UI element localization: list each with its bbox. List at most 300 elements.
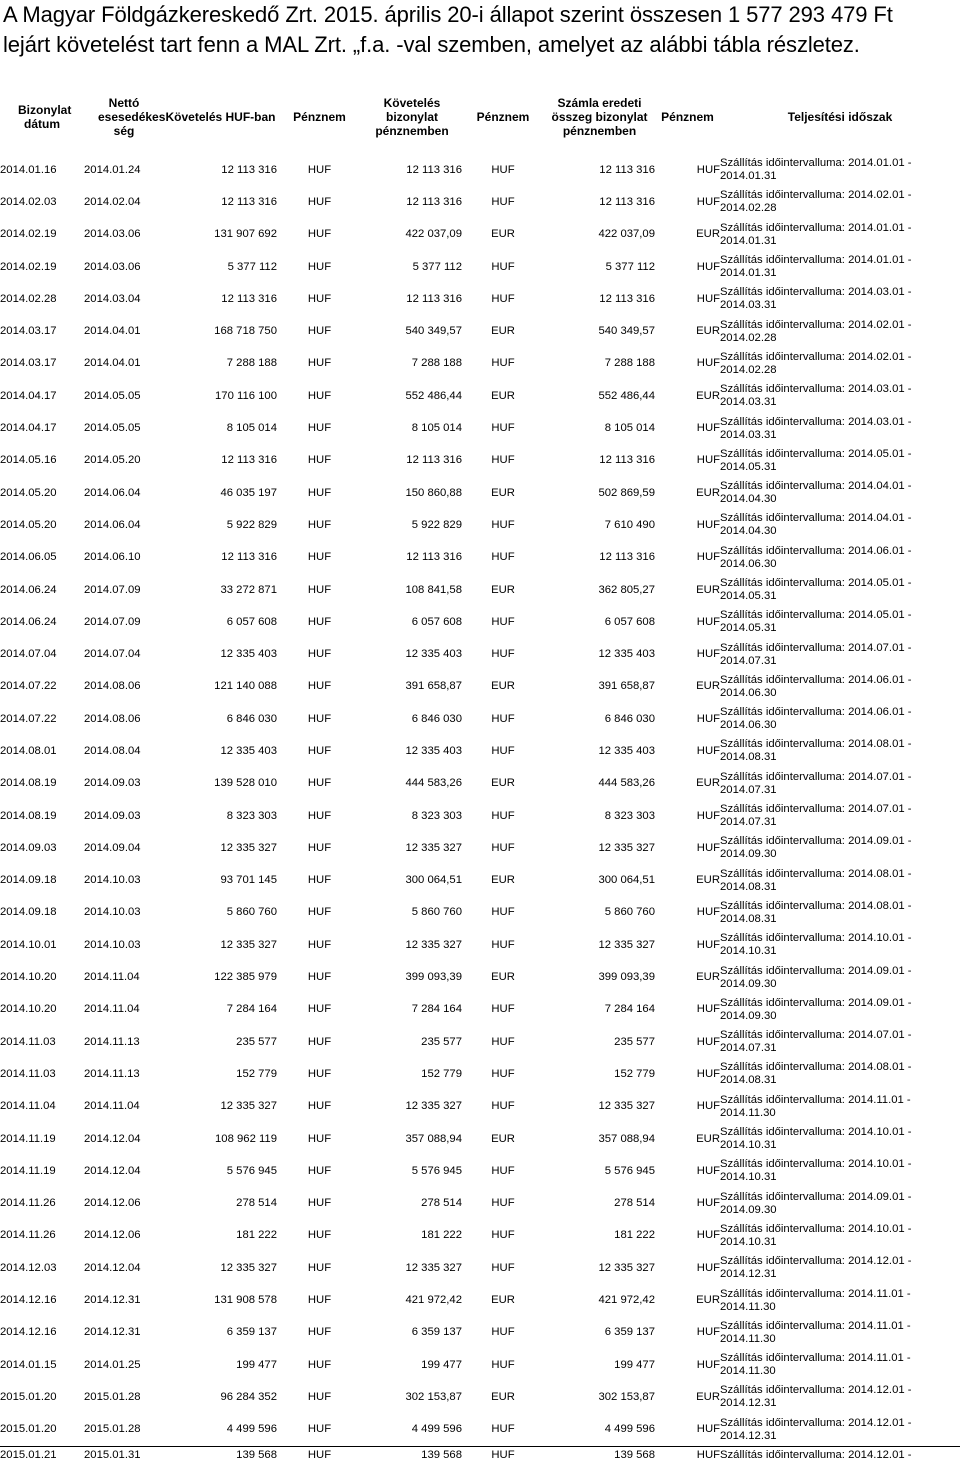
- period-end: 2014.07.31: [720, 816, 777, 829]
- table-row: [0, 412, 960, 444]
- currency-3-cell: HUF: [696, 163, 720, 176]
- period-cell: [720, 1317, 960, 1349]
- currency-1-cell: HUF: [307, 486, 332, 499]
- currency-2-cell: HUF: [491, 1261, 515, 1274]
- due-date-cell: 2014.12.06: [84, 1197, 141, 1210]
- claim-huf-cell: 12 113 316: [221, 163, 277, 176]
- currency-3-cell: EUR: [696, 777, 720, 790]
- period-start: 2014.05.01 -: [848, 447, 912, 460]
- currency-2-cell: HUF: [491, 1164, 515, 1177]
- due-date-cell: 2014.12.06: [84, 1229, 141, 1242]
- original-amount-cell: 12 335 403: [598, 648, 655, 661]
- currency-1-cell: HUF: [307, 583, 332, 596]
- period-start: 2014.07.01 -: [848, 641, 912, 654]
- currency-2-cell: EUR: [491, 583, 515, 596]
- period-line-1: [720, 1158, 960, 1171]
- table-row: [0, 1058, 960, 1090]
- period-line-1: [720, 1255, 960, 1268]
- claim-doc-cell: 12 335 327: [405, 1261, 462, 1274]
- issue-date-cell: 2014.05.20: [0, 518, 57, 531]
- currency-3-cell: HUF: [696, 938, 720, 951]
- currency-1-cell: HUF: [307, 906, 332, 919]
- table-row: [0, 1414, 960, 1447]
- currency-1-cell: HUF: [307, 648, 332, 661]
- table-row: [0, 1284, 960, 1316]
- currency-2-cell: EUR: [491, 874, 515, 887]
- due-date-cell: 2015.01.31: [84, 1446, 164, 1467]
- table-row: [0, 509, 960, 541]
- claim-huf-cell: 139 568: [164, 1446, 277, 1467]
- period-start: 2014.10.01 -: [848, 932, 912, 945]
- period-end: 2014.10.31: [720, 1235, 777, 1248]
- period-line-1: [720, 157, 960, 170]
- period-prefix: Szállítás időintervalluma:: [720, 932, 845, 945]
- period-start: 2014.02.01 -: [848, 318, 912, 331]
- period-start: 2014.07.01 -: [848, 803, 912, 816]
- claim-doc-cell: 5 860 760: [411, 906, 462, 919]
- period-line-1: [720, 965, 960, 978]
- claim-huf-cell: 6 057 608: [226, 615, 277, 628]
- currency-1-cell: HUF: [307, 1261, 332, 1274]
- due-date-cell: 2014.12.04: [84, 1261, 141, 1274]
- claim-doc-cell: 12 335 403: [405, 744, 462, 757]
- issue-date-cell: 2015.01.20: [0, 1390, 57, 1403]
- currency-2-cell: HUF: [491, 1229, 515, 1242]
- period-cell: [720, 865, 960, 897]
- period-end: 2014.07.31: [720, 654, 777, 667]
- currency-2-cell: EUR: [491, 971, 515, 984]
- currency-1-cell: HUF: [307, 1132, 332, 1145]
- issue-date-cell: 2014.06.05: [0, 551, 57, 564]
- claim-doc-cell: 552 486,44: [405, 389, 462, 402]
- header-claim-doc-currency: Követelés bizonylat pénznemben: [375, 96, 449, 138]
- currency-1-cell: HUF: [277, 1446, 362, 1467]
- claim-huf-cell: 199 477: [236, 1358, 277, 1371]
- table-row: [0, 348, 960, 380]
- original-amount-cell: 357 088,94: [598, 1132, 655, 1145]
- period-cell: [720, 542, 960, 574]
- period-prefix: Szállítás időintervalluma:: [720, 1255, 845, 1268]
- currency-3-cell: HUF: [696, 551, 720, 564]
- original-amount-cell: 5 576 945: [604, 1164, 655, 1177]
- original-amount-cell: 12 335 403: [598, 744, 655, 757]
- currency-3-cell: EUR: [696, 583, 720, 596]
- period-cell: [720, 1446, 960, 1467]
- period-line-1: [720, 383, 960, 396]
- currency-1-cell: HUF: [307, 1358, 332, 1371]
- period-prefix: Szállítás időintervalluma:: [720, 1352, 845, 1365]
- period-end: 2014.02.28: [720, 363, 777, 376]
- period-cell: [720, 961, 960, 993]
- intro-line-2: lejárt követelést tart fenn a MAL Zrt. „f.a. -val szemben, amelyet az alábbi tábla részletez.: [3, 32, 860, 57]
- claim-huf-cell: 235 577: [236, 1035, 277, 1048]
- currency-2-cell: EUR: [491, 1390, 515, 1403]
- period-line-1: [720, 1449, 960, 1462]
- due-date-cell: 2014.11.13: [84, 1035, 140, 1048]
- claim-huf-cell: 121 140 088: [214, 680, 277, 693]
- table-row: [0, 542, 960, 574]
- claim-huf-cell: 278 514: [236, 1197, 277, 1210]
- table-row: [0, 703, 960, 735]
- period-start: 2014.11.01 -: [848, 1287, 911, 1300]
- currency-2-cell: EUR: [491, 325, 515, 338]
- currency-2-cell: EUR: [491, 486, 515, 499]
- issue-date-cell: 2014.09.18: [0, 906, 57, 919]
- period-prefix: Szállítás időintervalluma:: [720, 964, 845, 977]
- claim-doc-cell: 181 222: [421, 1229, 462, 1242]
- period-line-1: [720, 868, 960, 881]
- claim-doc-cell: 391 658,87: [405, 680, 462, 693]
- period-line-1: [720, 771, 960, 784]
- currency-1-cell: HUF: [307, 422, 332, 435]
- period-line-1: [720, 577, 960, 590]
- currency-2-cell: HUF: [491, 615, 515, 628]
- period-start: 2014.10.01 -: [848, 1222, 912, 1235]
- issue-date-cell: 2014.03.17: [0, 325, 57, 338]
- claim-doc-cell: 235 577: [421, 1035, 462, 1048]
- currency-2-cell: HUF: [491, 1067, 515, 1080]
- currency-1-cell: HUF: [307, 1067, 332, 1080]
- currency-3-cell: EUR: [696, 874, 720, 887]
- header-claim-huf: Követelés HUF-ban: [165, 110, 276, 124]
- table-row: [0, 606, 960, 638]
- issue-date-cell: 2014.10.01: [0, 938, 57, 951]
- due-date-cell: 2014.07.09: [84, 615, 141, 628]
- table-row: [0, 929, 960, 961]
- currency-2-cell: EUR: [491, 228, 515, 241]
- period-cell: [720, 509, 960, 541]
- original-amount-cell: 7 610 490: [604, 518, 655, 531]
- issue-date-cell: 2014.12.16: [0, 1326, 57, 1339]
- original-amount-cell: 12 335 327: [598, 1261, 655, 1274]
- claim-doc-cell: 8 323 303: [411, 809, 462, 822]
- due-date-cell: 2014.02.04: [84, 195, 141, 208]
- due-date-cell: 2014.06.04: [84, 486, 141, 499]
- period-cell: [720, 445, 960, 477]
- period-line-1: [720, 189, 960, 202]
- period-end: 2014.05.31: [720, 590, 777, 602]
- claim-doc-cell: 302 153,87: [405, 1390, 462, 1403]
- claim-doc-cell: 422 037,09: [405, 228, 462, 241]
- period-line-1: [720, 448, 960, 461]
- claim-huf-cell: 108 962 119: [215, 1132, 277, 1145]
- table-row: [0, 154, 960, 186]
- period-start: 2014.02.01 -: [848, 350, 912, 363]
- currency-2-cell: HUF: [491, 648, 515, 661]
- period-prefix: Szállítás időintervalluma:: [720, 318, 845, 331]
- original-amount-cell: 12 335 327: [598, 841, 655, 854]
- currency-2-cell: HUF: [491, 1358, 515, 1371]
- currency-2-cell: HUF: [491, 938, 515, 951]
- currency-2-cell: HUF: [491, 422, 515, 435]
- table-row: [0, 800, 960, 832]
- period-line-1: [720, 835, 960, 848]
- claim-doc-cell: 152 779: [421, 1067, 462, 1080]
- table-row: [0, 380, 960, 412]
- period-cell: [720, 768, 960, 800]
- issue-date-cell: 2014.07.22: [0, 680, 57, 693]
- period-line-1: [720, 900, 960, 913]
- currency-2-cell: EUR: [491, 680, 515, 693]
- period-cell: [720, 1188, 960, 1220]
- currency-2-cell: HUF: [491, 1326, 515, 1339]
- currency-2-cell: HUF: [491, 744, 515, 757]
- period-start: 2014.09.01 -: [848, 996, 912, 1009]
- period-start: 2014.01.01 -: [848, 221, 912, 234]
- period-line-1: [720, 1417, 960, 1430]
- due-date-cell: 2014.03.06: [84, 228, 141, 241]
- header-period: Teljesítési időszak: [787, 110, 893, 124]
- period-start: 2014.12.01 -: [848, 1448, 912, 1461]
- original-amount-cell: 12 113 316: [599, 551, 655, 564]
- period-start: 2014.06.01 -: [848, 544, 912, 557]
- claim-huf-cell: 33 272 871: [220, 583, 277, 596]
- period-end: 2014.09.30: [720, 1203, 777, 1216]
- claim-huf-cell: 12 335 403: [220, 744, 277, 757]
- currency-1-cell: HUF: [307, 680, 332, 693]
- issue-date-cell: 2014.11.03: [0, 1067, 56, 1080]
- period-prefix: Szállítás időintervalluma:: [720, 1319, 845, 1332]
- currency-3-cell: HUF: [696, 712, 720, 725]
- currency-3-cell: HUF: [696, 1067, 720, 1080]
- original-amount-cell: 421 972,42: [598, 1294, 655, 1307]
- currency-1-cell: HUF: [307, 1326, 332, 1339]
- table-row: [0, 1381, 960, 1413]
- claim-huf-cell: 8 323 303: [226, 809, 277, 822]
- table-row: [0, 251, 960, 283]
- issue-date-cell: 2014.05.20: [0, 486, 57, 499]
- currency-3-cell: HUF: [696, 1003, 720, 1016]
- period-line-1: [720, 512, 960, 525]
- original-amount-cell: 540 349,57: [598, 325, 655, 338]
- period-line-1: [720, 545, 960, 558]
- due-date-cell: 2014.10.03: [84, 938, 141, 951]
- period-cell: [720, 832, 960, 864]
- currency-2-cell: HUF: [491, 518, 515, 531]
- currency-3-cell: HUF: [696, 454, 720, 467]
- due-date-cell: 2014.11.04: [84, 1003, 140, 1016]
- period-cell: [720, 477, 960, 509]
- period-line-1: [720, 480, 960, 493]
- currency-1-cell: HUF: [307, 712, 332, 725]
- original-amount-cell: 12 335 327: [598, 1100, 655, 1113]
- issue-date-cell: 2014.11.04: [0, 1100, 56, 1113]
- period-end: 2014.06.30: [720, 686, 777, 699]
- claim-doc-cell: 12 335 327: [405, 841, 462, 854]
- claim-huf-cell: 46 035 197: [220, 486, 277, 499]
- issue-date-cell: 2014.06.24: [0, 583, 57, 596]
- table-row: [0, 735, 960, 767]
- currency-1-cell: HUF: [307, 841, 332, 854]
- period-start: 2014.09.01 -: [848, 964, 912, 977]
- period-prefix: Szállítás időintervalluma:: [720, 350, 845, 363]
- issue-date-cell: 2014.05.16: [0, 454, 57, 467]
- period-prefix: Szállítás időintervalluma:: [720, 221, 845, 234]
- period-prefix: Szállítás időintervalluma:: [720, 189, 845, 202]
- currency-1-cell: HUF: [307, 1197, 332, 1210]
- currency-1-cell: HUF: [307, 744, 332, 757]
- period-start: 2014.03.01 -: [848, 286, 912, 299]
- currency-3-cell: HUF: [696, 260, 720, 273]
- currency-3-cell: HUF: [696, 841, 720, 854]
- currency-1-cell: HUF: [307, 163, 332, 176]
- due-date-cell: 2014.12.31: [84, 1294, 141, 1307]
- currency-1-cell: HUF: [307, 195, 332, 208]
- period-end: 2014.09.30: [720, 848, 777, 861]
- period-start: 2014.10.01 -: [848, 1158, 912, 1171]
- currency-1-cell: HUF: [307, 1100, 332, 1113]
- period-line-1: [720, 1029, 960, 1042]
- claim-huf-cell: 181 222: [236, 1229, 277, 1242]
- currency-1-cell: HUF: [307, 292, 332, 305]
- table-row: [0, 638, 960, 670]
- issue-date-cell: 2014.12.16: [0, 1294, 57, 1307]
- period-cell: [720, 283, 960, 315]
- claim-doc-cell: 5 377 112: [412, 260, 462, 273]
- period-cell: [720, 671, 960, 703]
- currency-3-cell: HUF: [696, 292, 720, 305]
- currency-1-cell: HUF: [307, 1003, 332, 1016]
- claim-huf-cell: 5 922 829: [226, 518, 277, 531]
- claim-huf-cell: 12 335 327: [220, 938, 277, 951]
- original-amount-cell: 391 658,87: [598, 680, 655, 693]
- original-amount-cell: 12 113 316: [599, 454, 655, 467]
- period-cell: [720, 348, 960, 380]
- period-line-1: [720, 706, 960, 719]
- period-end: 2014.06.30: [720, 557, 777, 570]
- claim-doc-cell: 5 576 945: [411, 1164, 462, 1177]
- claim-doc-cell: 540 349,57: [405, 325, 462, 338]
- table-row: [0, 219, 960, 251]
- issue-date-cell: 2014.11.03: [0, 1035, 56, 1048]
- period-cell: [720, 186, 960, 218]
- currency-1-cell: HUF: [307, 615, 332, 628]
- original-amount-cell: 235 577: [614, 1035, 655, 1048]
- header-original-amount: Számla eredeti összeg bizonylat pénznemben: [551, 96, 648, 138]
- currency-3-cell: HUF: [696, 648, 720, 661]
- claim-huf-cell: 131 907 692: [214, 228, 277, 241]
- currency-3-cell: HUF: [696, 906, 720, 919]
- period-start: 2014.03.01 -: [848, 383, 912, 396]
- claim-doc-cell: 6 359 137: [411, 1326, 462, 1339]
- table-row: [0, 832, 960, 864]
- currency-3-cell: HUF: [696, 1035, 720, 1048]
- currency-2-cell: HUF: [491, 1423, 515, 1436]
- period-end: 2014.09.30: [720, 977, 777, 990]
- currency-3-cell: EUR: [696, 486, 720, 499]
- issue-date-cell: 2014.11.19: [0, 1164, 56, 1177]
- claim-doc-cell: 199 477: [421, 1358, 462, 1371]
- currency-3-cell: HUF: [696, 809, 720, 822]
- period-line-1: [720, 222, 960, 235]
- table-row: [0, 186, 960, 218]
- period-prefix: Szállítás időintervalluma:: [720, 1093, 845, 1106]
- currency-1-cell: HUF: [307, 389, 332, 402]
- claim-huf-cell: 6 846 030: [226, 712, 277, 725]
- period-prefix: Szállítás időintervalluma:: [720, 770, 845, 783]
- table-row: [0, 768, 960, 800]
- claim-doc-cell: 300 064,51: [405, 874, 462, 887]
- currency-1-cell: HUF: [307, 1423, 332, 1436]
- period-start: 2014.05.01 -: [848, 609, 912, 622]
- claim-huf-cell: 6 359 137: [226, 1326, 277, 1339]
- issue-date-cell: 2014.12.03: [0, 1261, 57, 1274]
- period-cell: [720, 800, 960, 832]
- currency-3-cell: EUR: [696, 389, 720, 402]
- table-row: [0, 671, 960, 703]
- period-end: 2014.12.31: [720, 1429, 777, 1442]
- receivables-table: [0, 80, 960, 1467]
- period-prefix: Szállítás időintervalluma:: [720, 641, 845, 654]
- currency-3-cell: HUF: [696, 744, 720, 757]
- period-cell: [720, 1123, 960, 1155]
- period-end: 2014.10.31: [720, 945, 777, 958]
- period-end: 2014.11.30: [720, 1106, 776, 1119]
- period-cell: [720, 251, 960, 283]
- period-prefix: Szállítás időintervalluma:: [720, 738, 845, 751]
- currency-3-cell: EUR: [696, 971, 720, 984]
- issue-date-cell: 2014.08.19: [0, 809, 57, 822]
- period-end: 2014.03.31: [720, 428, 777, 441]
- original-amount-cell: 12 113 316: [599, 195, 655, 208]
- issue-date-cell: 2014.02.03: [0, 195, 57, 208]
- due-date-cell: 2014.05.05: [84, 422, 141, 435]
- table-row: [0, 445, 960, 477]
- period-line-1: [720, 319, 960, 332]
- table-row: [0, 1349, 960, 1381]
- claim-doc-cell: 6 057 608: [411, 615, 462, 628]
- currency-2-cell: EUR: [491, 1294, 515, 1307]
- original-amount-cell: 6 846 030: [604, 712, 655, 725]
- period-start: 2014.05.01 -: [848, 577, 912, 589]
- currency-3-cell: HUF: [696, 1423, 720, 1436]
- currency-3-cell: EUR: [696, 228, 720, 241]
- currency-2-cell: HUF: [491, 809, 515, 822]
- table-row: [0, 1317, 960, 1349]
- claim-doc-cell: 7 288 188: [411, 357, 462, 370]
- period-end: 2014.11.30: [720, 1332, 776, 1345]
- claim-doc-cell: 8 105 014: [411, 422, 462, 435]
- period-prefix: Szállítás időintervalluma:: [720, 1061, 845, 1074]
- currency-1-cell: HUF: [307, 454, 332, 467]
- currency-1-cell: HUF: [307, 1294, 332, 1307]
- claim-doc-cell: 108 841,58: [405, 583, 462, 596]
- claim-huf-cell: 93 701 145: [220, 874, 277, 887]
- original-amount-cell: 278 514: [614, 1197, 655, 1210]
- claim-doc-cell: 150 860,88: [405, 486, 462, 499]
- currency-1-cell: HUF: [307, 357, 332, 370]
- currency-1-cell: HUF: [307, 1229, 332, 1242]
- due-date-cell: 2014.11.04: [84, 971, 140, 984]
- due-date-cell: 2014.04.01: [84, 325, 141, 338]
- period-end: 2014.08.31: [720, 1074, 777, 1087]
- currency-3-cell: HUF: [696, 1100, 720, 1113]
- table-row: [0, 961, 960, 993]
- due-date-cell: 2014.05.20: [84, 454, 141, 467]
- issue-date-cell: 2014.04.17: [0, 389, 57, 402]
- period-prefix: Szállítás időintervalluma:: [720, 577, 845, 589]
- issue-date-cell: 2014.01.16: [0, 163, 57, 176]
- period-prefix: Szállítás időintervalluma:: [720, 1029, 845, 1042]
- period-cell: [720, 929, 960, 961]
- table-row: [0, 1220, 960, 1252]
- claim-doc-cell: 5 922 829: [411, 518, 462, 531]
- period-line-1: [720, 1352, 960, 1365]
- claim-huf-cell: 139 528 010: [214, 777, 277, 790]
- claim-doc-cell: 421 972,42: [405, 1294, 462, 1307]
- original-amount-cell: 6 359 137: [604, 1326, 655, 1339]
- due-date-cell: 2014.09.03: [84, 777, 141, 790]
